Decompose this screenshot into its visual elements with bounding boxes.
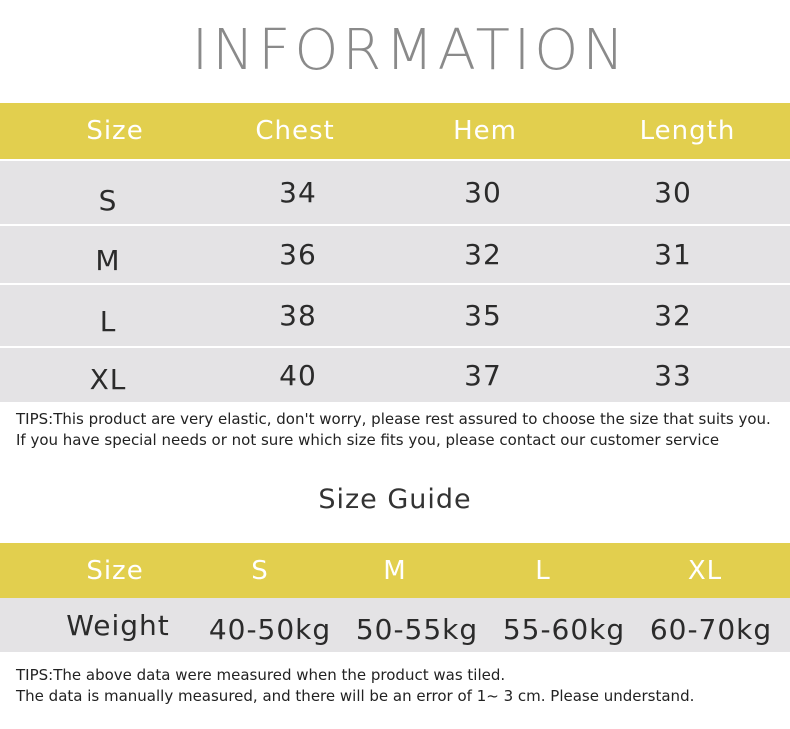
- length-cell: 31: [654, 238, 692, 271]
- table-row: [0, 598, 790, 652]
- hem-cell: 32: [464, 238, 502, 271]
- weight-s: 40-50kg: [208, 612, 332, 646]
- tips-measurement: [16, 665, 694, 707]
- weight-l: 55-60kg: [502, 612, 626, 646]
- guide-header-s: S: [251, 555, 269, 586]
- tips-line: TIPS:The above data were measured when the product was tiled.: [16, 666, 506, 684]
- chest-cell: 36: [279, 238, 317, 271]
- guide-header-xl: XL: [687, 555, 723, 586]
- table-row: [0, 285, 790, 346]
- header-hem: Hem: [453, 116, 517, 146]
- tips-line: The data is manually measured, and there will be an error of 1~ 3 cm. Please understand.: [16, 687, 695, 705]
- table-row: [0, 348, 790, 402]
- weight-label: Weight: [66, 608, 170, 642]
- size-table-header: [0, 103, 790, 159]
- header-length: Length: [639, 116, 736, 146]
- chest-cell: 40: [279, 358, 317, 392]
- tips-line: TIPS:This product are very elastic, don't worry, please rest assured to choose the size that suits you.: [16, 410, 771, 428]
- tips-line: If you have special needs or not sure which size fits you, please contact our customer service: [16, 431, 720, 449]
- table-row: [0, 161, 790, 224]
- hem-cell: 30: [464, 176, 502, 209]
- guide-header-m: M: [383, 555, 407, 586]
- page-title: INFORMATION: [191, 18, 629, 83]
- size-cell: M: [95, 244, 121, 277]
- header-chest: Chest: [255, 116, 335, 146]
- guide-header-l: L: [535, 555, 551, 586]
- header-size: Size: [86, 116, 144, 146]
- chest-cell: 38: [279, 299, 317, 332]
- weight-m: 50-55kg: [355, 612, 479, 646]
- length-cell: 32: [654, 299, 692, 332]
- size-cell: L: [99, 305, 117, 338]
- table-row: [0, 226, 790, 283]
- chest-cell: 34: [279, 176, 317, 209]
- size-guide-title: Size Guide: [318, 484, 472, 515]
- weight-xl: 60-70kg: [649, 612, 773, 646]
- guide-header-size: Size: [86, 555, 144, 586]
- hem-cell: 37: [464, 358, 502, 392]
- size-cell: S: [98, 184, 118, 217]
- length-cell: 33: [654, 358, 692, 392]
- tips-elastic: [16, 409, 771, 451]
- hem-cell: 35: [464, 299, 502, 332]
- size-cell: XL: [89, 362, 127, 396]
- length-cell: 30: [654, 176, 692, 209]
- size-guide-header: [0, 543, 790, 598]
